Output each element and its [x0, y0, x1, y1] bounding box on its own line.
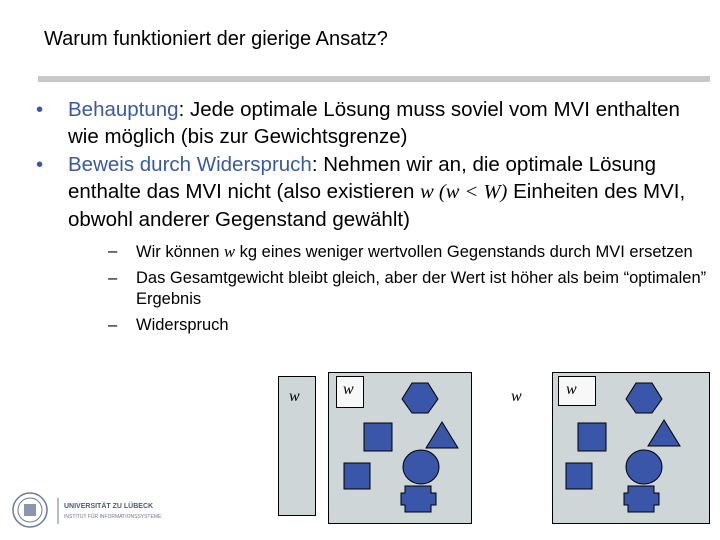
svg-text:UNIVERSITÄT ZU LÜBECK: UNIVERSITÄT ZU LÜBECK [64, 503, 154, 510]
square-item [566, 463, 592, 489]
knapsack-items [328, 372, 472, 524]
w-label: w [343, 381, 354, 398]
sub-bullet-list [68, 241, 716, 336]
dash-marker: – [108, 316, 118, 334]
square-item [364, 423, 392, 451]
variable: w [224, 242, 236, 261]
cross-item [401, 486, 436, 512]
bullet-marker: • [36, 98, 44, 121]
sub-bullet [68, 315, 720, 336]
bullet-text: Einheiten des MVI, obwohl anderer Gegenstand gewählt) [68, 180, 686, 231]
bullet-claim [36, 96, 716, 150]
sub-bullet [68, 241, 720, 263]
svg-text:INSTITUT FÜR INFORMATIONSSYSTE: INSTITUT FÜR INFORMATIONSSYSTEME [64, 514, 162, 520]
bullet-text: : Jede optimale Lösung muss soviel vom MVI enthalten wie möglich (bis zur Gewichtsgrenze) [68, 98, 680, 148]
square-item [344, 463, 370, 489]
sub-bullet-text: Wir können [136, 243, 225, 261]
circle-item [403, 450, 439, 484]
bullet-term: Behauptung [68, 98, 179, 121]
dash-marker: – [108, 242, 118, 260]
w-label: w [511, 388, 522, 405]
triangle-item [426, 422, 458, 448]
bullet-marker: • [36, 153, 44, 176]
title-divider [38, 76, 710, 82]
bullet-proof [36, 151, 716, 336]
w-label: w [566, 381, 577, 398]
seal-icon [10, 490, 180, 530]
triangle-item [648, 420, 680, 446]
university-logo [10, 490, 180, 535]
bullet-list [36, 96, 716, 341]
formula: w (w < W) [420, 181, 508, 203]
dash-marker: – [108, 269, 118, 287]
square-item [578, 423, 606, 451]
w-label: w [289, 388, 300, 405]
bullet-term: Beweis durch Widerspruch [68, 153, 312, 176]
sub-bullet-text: kg eines weniger wertvollen Gegenstands durch MVI ersetzen [235, 243, 693, 261]
hexagon-item [402, 383, 438, 413]
cross-item [624, 486, 659, 512]
sub-bullet [68, 268, 720, 310]
hexagon-item [626, 383, 662, 413]
sub-bullet-text: Widerspruch [136, 316, 229, 334]
bullet-text: : Nehmen wir an, die optimale Lösung enthalte das MVI nicht (also existieren [68, 153, 656, 203]
knapsack-items [552, 372, 710, 524]
circle-item [626, 450, 662, 484]
sub-bullet-text: Das Gesamtgewicht bleibt gleich, aber der Wert ist höher als beim “optimalen” Ergebnis [136, 269, 707, 308]
page-title: Warum funktioniert der gierige Ansatz? [44, 28, 388, 50]
